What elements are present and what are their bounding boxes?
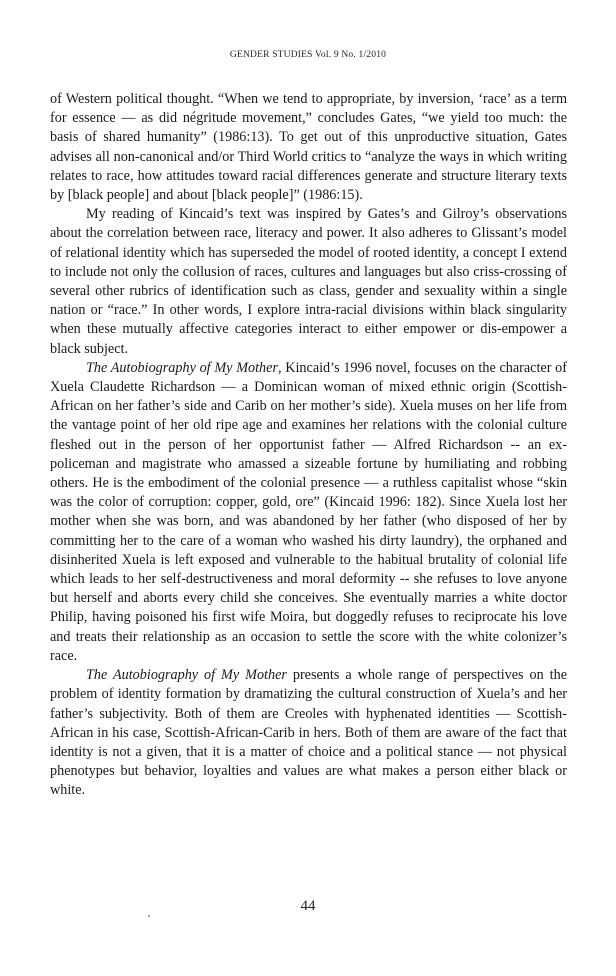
paragraph-3	[50, 359, 567, 666]
paragraph-1: of Western political thought. “When we tend to appropriate, by inversion, ‘race’ as a term for essence — as did négritude movement,” concludes Gates, “we yield too much: the basis of shared humanity” (1986:13). To get out of this unproductive situation, Gates advises all non-canonical and/or Third World critics to “analyze the ways in which writing relates to race, how attitudes toward racial differences generate and structure literary texts by [black people] and about [black people]” (1986:15).	[50, 91, 567, 204]
paragraph-4	[50, 666, 567, 800]
book-title: The Autobiography of My Mother	[86, 667, 287, 684]
page-number: 44	[300, 898, 316, 914]
paragraph-3-text: , Kincaid’s 1996 novel, focuses on the character of Xuela Claudette Richardson — a Dominican woman of mixed ethnic origin (Scottish-African on her father’s side and Carib on her mother’s side). Xuela muses on her life from the vantage point of her old ripe age and examines her relations with the colonial culture fleshed out in the person of her opportunist father — Alfred Richardson -- an ex-policeman and magistrate who amassed a sizeable fortune by humiliating and robbing others. He is the embodiment of the colonial presence — a ruthless capitalist whose “skin was the color of corruption: copper, gold, ore” (Kincaid 1996: 182). Since Xuela lost her mother when she was born, and was abandoned by her father (who disposed of her by committing her to the care of a woman who washed his dirty laundry), the orphaned and disinherited Xuela is left exposed and vulnerable to the habitual brutality of colonial life which leads to her self-destructiveness and moral deformity -- she refuses to love anyone but herself and aborts every child she conceives. She eventually marries a white doctor Philip, having poisoned his first wife Moira, but doggedly refuses to reciprocate his love and treats their relationship as an occasion to settle the score with the white colonizer’s race.	[50, 359, 567, 664]
body-text	[50, 90, 567, 801]
running-header: GENDER STUDIES Vol. 9 No. 1/2010	[229, 50, 387, 60]
scan-speck	[148, 915, 150, 917]
paragraph-2: My reading of Kincaid’s text was inspired by Gates’s and Gilroy’s observations about the correlation between race, literacy and power. It also adheres to Glissant’s model of relational identity which has superseded the model of rooted identity, a concept I extend to include not only the collusion of races, cultures and languages but also criss-crossing of several other rubrics of identification such as class, gender and sexuality within a single nation or “race.” In other words, I explore intra-racial divisions within black singularity when these mutually affective categories interact to either empower or dis-empower a black subject.	[50, 206, 567, 357]
paragraph-4-text: presents a whole range of perspectives on the problem of identity formation by dramatizing the cultural construction of Xuela’s and her father’s subjectivity. Both of them are Creoles with hyphenated identities — Scottish-African in his case, Scottish-African-Carib in hers. Both of them are aware of the fact that identity is not a given, that it is a matter of choice and a political stance — not physical phenotypes but behavior, loyalties and values are what makes a person either black or white.	[50, 667, 567, 799]
book-title: The Autobiography of My Mother	[86, 359, 278, 376]
